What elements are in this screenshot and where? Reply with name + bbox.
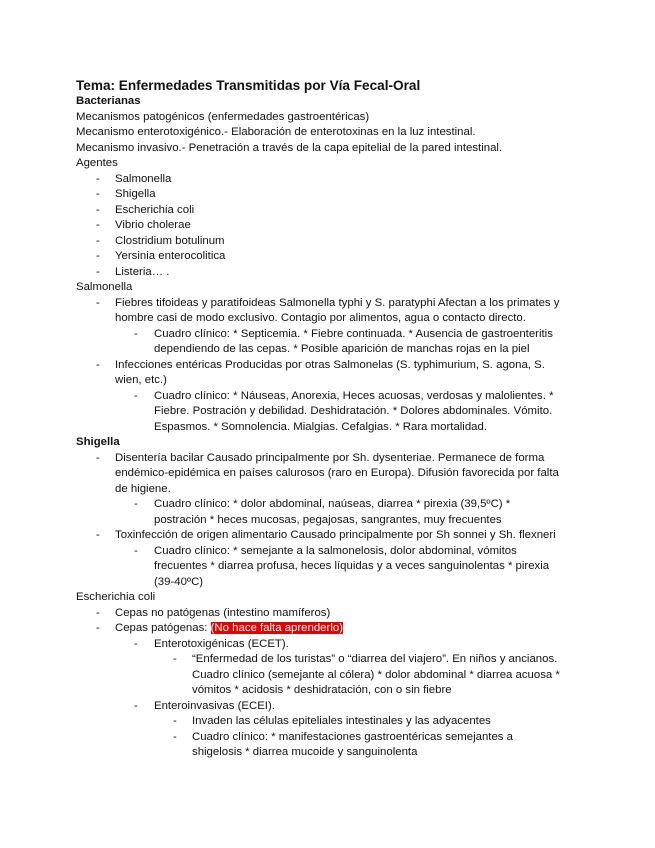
- list-item: - Escherichia coli: [76, 203, 586, 219]
- list-item: - Clostridium botulinum: [76, 234, 586, 250]
- list-item-fiebres: - Fiebres tifoideas y paratifoideas Salmonella typhi y S. paratyphi Afectan a los primates y hombre casi de modo exclusivo. Contagio por alimentos, agua o contacto directo.: [96, 296, 560, 324]
- list-item: - Yersinia enterocolitica: [76, 249, 586, 265]
- list-dash: -: [134, 498, 138, 510]
- list-item-ecei: - Enteroinvasivas (ECEI).: [76, 699, 586, 715]
- list-dash: -: [96, 622, 100, 634]
- list-dash: -: [96, 296, 100, 309]
- paragraph-line: Mecanismo invasivo.- Penetración a través de la capa epitelial de la pared intestinal.: [76, 141, 503, 154]
- list-item-ecet: - Enterotoxigénicas (ECET).: [76, 637, 586, 653]
- list-dash: -: [134, 327, 138, 340]
- paragraph-line: Mecanismos patogénicos (enfermedades gastroentéricas): [76, 110, 370, 123]
- list-item-infecciones: - Infecciones entéricas Producidas por otras Salmonelas (S. typhimurium, S. agona, S. wien, etc.): [96, 358, 545, 386]
- list-item-patogenas: [76, 621, 586, 637]
- list-dash: -: [134, 389, 138, 402]
- list-item-ecei-invaden: - Invaden las células epiteliales intestinales y las adyacentes: [76, 714, 586, 730]
- list-item-toxinfeccion-clinico: - Cuadro clínico: * semejante a la salmonelosis, dolor abdominal, vómitos frecuentes * diarrea profusa, heces líquidas y a veces sanguinolentas * pirexia (39-40ºC): [134, 544, 550, 588]
- list-dash: -: [96, 606, 100, 619]
- document: [76, 77, 586, 761]
- list-dash: -: [173, 653, 177, 665]
- list-dash: -: [173, 730, 177, 743]
- heading-shigella: Shigella: [76, 436, 120, 448]
- list-dash: -: [96, 234, 100, 247]
- list-item: - Shigella: [76, 187, 586, 203]
- heading-bacterianas: Bacterianas: [76, 95, 141, 107]
- list-dash: -: [96, 188, 100, 200]
- list-item-toxinfeccion: - Toxinfección de origen alimentario Causado principalmente por Sh sonnei y Sh. flexneri: [76, 528, 586, 544]
- list-dash: -: [96, 451, 100, 464]
- list-item-ecei-clinico: - Cuadro clínico: * manifestaciones gastroentéricas semejantes a shigelosis * diarrea mucoide y sanguinolenta: [173, 730, 514, 758]
- list-dash: -: [96, 219, 100, 231]
- agentes-label: Agentes: [76, 157, 118, 169]
- list-item-disenteria-clinico: - Cuadro clínico: * dolor abdominal, naúseas, diarrea * pirexia (39,5ºC) * postración * heces mucosas, pegajosas, sangrantes, muy frecuentes: [134, 498, 511, 526]
- list-item-no-patogenas: - Cepas no patógenas (intestino mamíferos): [76, 606, 586, 622]
- list-dash: -: [96, 250, 100, 262]
- list-item: - Vibrio cholerae: [76, 218, 586, 234]
- list-item-disenteria: - Disentería bacilar Causado principalmente por Sh. dysenteriae. Permanece de forma endémico-epidémica en países calurosos (raro en Europa). Difusión favorecida por falta de higiene.: [96, 451, 559, 495]
- list-dash: -: [134, 699, 138, 712]
- list-dash: -: [96, 358, 100, 371]
- list-dash: -: [96, 172, 100, 185]
- heading-salmonella: Salmonella: [76, 281, 133, 293]
- list-item: - Salmonella: [76, 172, 586, 188]
- list-dash: -: [173, 715, 177, 727]
- list-dash: -: [134, 637, 138, 650]
- list-dash: -: [96, 203, 100, 216]
- list-dash: -: [134, 544, 138, 557]
- heading-escherichia-coli: Escherichia coli: [76, 591, 156, 603]
- list-dash: -: [96, 265, 100, 278]
- list-item: - Listeria… .: [76, 265, 586, 281]
- patogenas-label: Cepas patógenas:: [115, 622, 208, 634]
- highlight-note: (No hace falta aprenderlo): [210, 622, 343, 634]
- list-item-infecciones-clinico: - Cuadro clínico: * Náuseas, Anorexia, Heces acuosas, verdosas y malolientes. * Fiebre. Postración y debilidad. Deshidratación. * Dolores abdominales. Vómito. Espasmos. * Somnolencia. Mialgias. Cefalgias. * Rara mortalidad.: [134, 389, 554, 433]
- list-dash: -: [96, 529, 100, 541]
- paragraph-line: Mecanismo enterotoxigénico.- Elaboración de enterotoxinas en la luz intestinal.: [76, 126, 476, 138]
- list-item-fiebres-clinico: - Cuadro clínico: * Septicemia. * Fiebre continuada. * Ausencia de gastroenteritis dependiendo de las cepas. * Posible aparición de manchas rojas en la piel: [134, 327, 553, 355]
- list-item-ecet-detail: - “Enfermedad de los turistas” o “diarrea del viajero”. En niños y ancianos. Cuadro clínico (semejante al cólera) * dolor abdominal * diarrea acuosa * vómitos * acidosis * deshidratación, con o sin fiebre: [173, 653, 560, 696]
- document-title: Tema: Enfermedades Transmitidas por Vía Fecal-Oral: [76, 78, 421, 93]
